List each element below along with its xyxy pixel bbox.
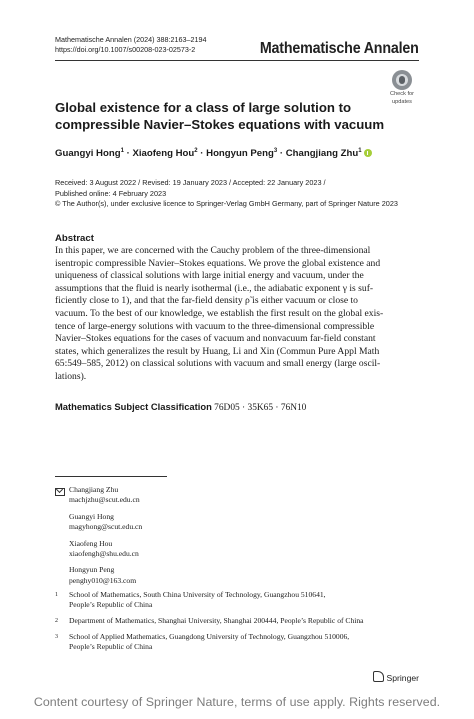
footnote-rule <box>55 476 167 477</box>
abstract-line: 65:549–585, 2012) on classical solutions with vacuum and small energy (large oscil- <box>55 358 381 370</box>
author-name: Hongyun Peng <box>206 148 274 160</box>
msc-codes: 76D05 · 35K65 · 76N10 <box>214 403 307 413</box>
author-name: Guangyi Hong <box>55 148 121 160</box>
contact-email[interactable]: xiaofengh@shu.edu.cn <box>69 549 139 559</box>
check-updates-label-2: updates <box>392 98 412 105</box>
title-line-1: Global existence for a class of large solution to <box>55 100 352 115</box>
contact-email[interactable]: penghy010@163.com <box>69 575 137 585</box>
affiliation-number: 1 <box>55 592 58 598</box>
affiliation-line: School of Applied Mathematics, Guangdong University of Technology, Guangzhou 510006, <box>69 632 350 641</box>
abstract-heading: Abstract <box>55 233 94 244</box>
msc-classification <box>55 401 306 413</box>
abstract-line: assumptions that the fluid is nearly isothermal (i.e., the adiabatic exponent γ is suf- <box>55 282 374 294</box>
envelope-icon <box>55 488 65 496</box>
contact-name: Hongyun Peng <box>69 565 115 575</box>
abstract-line: ficiently close to 1), and that the far-field density ρ̃ is either vacuum or close to <box>55 295 358 307</box>
contact-email[interactable]: machjzhu@scut.edu.cn <box>69 495 140 505</box>
affiliation-line: School of Mathematics, South China University of Technology, Guangzhou 510641, <box>69 590 326 599</box>
courtesy-notice: Content courtesy of Springer Nature, terms of use apply. Rights reserved. <box>33 695 441 709</box>
copyright-line: © The Author(s), under exclusive licence to Springer-Verlag GmbH Germany, part of Springer Nature 2023 <box>55 199 398 208</box>
affiliation-line: People’s Republic of China <box>69 600 153 610</box>
abstract-line: vacuum. To the best of our knowledge, we establish the first result on the global exis- <box>55 307 384 319</box>
check-for-updates-badge[interactable] <box>385 70 419 105</box>
author-affil-sup: 1 <box>358 148 362 154</box>
contact-name: Xiaofeng Hou <box>69 538 113 548</box>
check-updates-icon <box>392 70 412 90</box>
affiliation-1 <box>55 590 425 612</box>
author-name: Changjiang Zhu <box>285 148 359 160</box>
author-name: Xiaofeng Hou <box>132 148 195 160</box>
affiliation-2 <box>55 616 425 628</box>
author-separator: · <box>277 148 286 160</box>
author-affil-sup: 1 <box>120 148 124 154</box>
abstract-line: Navier–Stokes equations for the cases of vacuum and nonvacuum far-field constant <box>55 333 376 345</box>
author-affil-sup: 2 <box>194 148 198 154</box>
abstract-line: In this paper, we are concerned with the Cauchy problem of the three-dimensional <box>55 245 371 256</box>
corresponding-author-block <box>55 485 142 586</box>
msc-label: Mathematics Subject Classification <box>55 401 212 412</box>
header-rule <box>55 60 419 61</box>
publisher-logo <box>373 671 419 683</box>
abstract-line: isentropic compressible Navier–Stokes equations. We prove the global existence and <box>55 257 381 269</box>
journal-name: Mathematische Annalen <box>260 40 419 57</box>
orcid-icon[interactable] <box>364 149 372 157</box>
paper-title <box>55 99 384 133</box>
affiliation-number: 3 <box>55 634 58 640</box>
springer-horse-icon <box>373 671 384 682</box>
contact-name: Guangyi Hong <box>69 511 114 521</box>
abstract-line: uniqueness of classical solutions with large initial energy and vacuum, under the <box>55 270 364 282</box>
author-separator: · <box>197 148 207 160</box>
abstract-line: states, which generalizes the result by Huang, Li and Xin (Commun Pure Appl Math <box>55 345 380 357</box>
journal-citation: Mathematische Annalen (2024) 388:2163–2194 <box>55 35 207 44</box>
contact-email[interactable]: magyhong@scut.edu.cn <box>69 522 143 532</box>
affiliation-number: 2 <box>55 618 58 624</box>
publisher-name: Springer <box>386 673 419 683</box>
doi-link[interactable]: https://doi.org/10.1007/s00208-023-02573-2 <box>55 45 196 54</box>
affiliation-line: Department of Mathematics, Shanghai University, Shanghai 200444, People’s Republic of China <box>69 616 364 625</box>
check-updates-label-1: Check for <box>390 91 414 97</box>
abstract-body <box>55 245 420 384</box>
author-affil-sup: 3 <box>273 148 278 154</box>
abstract-line: lations). <box>55 370 87 382</box>
affiliation-3 <box>55 632 425 654</box>
dates-line-2: Published online: 4 February 2023 <box>55 188 167 198</box>
title-line-2: compressible Navier–Stokes equations with vacuum <box>55 117 385 132</box>
affiliation-line: People’s Republic of China <box>69 642 153 652</box>
author-list <box>55 148 372 159</box>
contact-name: Changjiang Zhu <box>69 485 119 494</box>
author-separator: · <box>123 148 133 160</box>
dates-line-1: Received: 3 August 2022 / Revised: 19 January 2023 / Accepted: 22 January 2023 / <box>55 178 326 187</box>
publication-dates <box>55 178 425 210</box>
abstract-line: tence of large-energy solutions with vacuum to the three-dimensional compressible <box>55 320 375 332</box>
